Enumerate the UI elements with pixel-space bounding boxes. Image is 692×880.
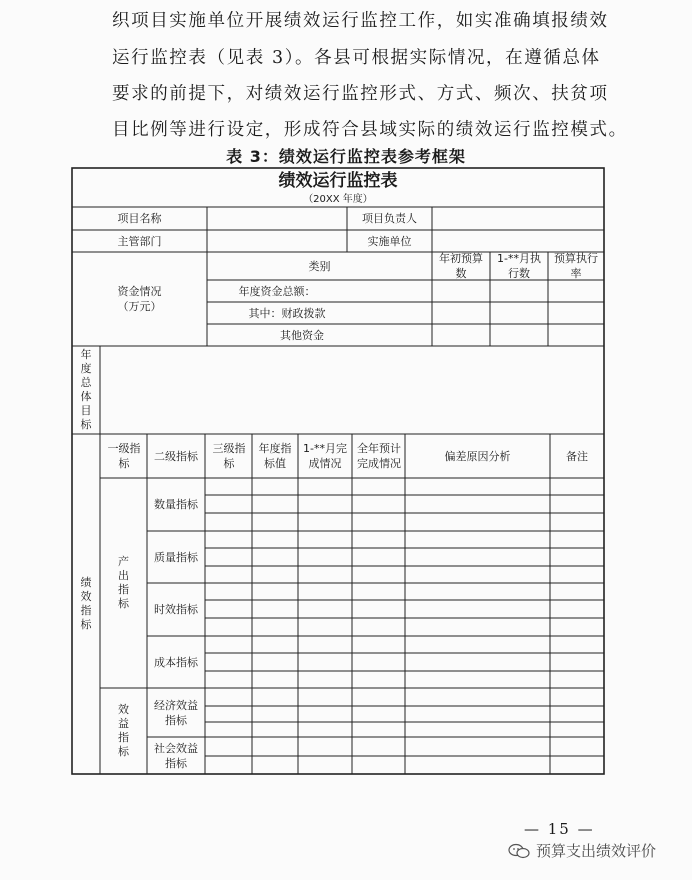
output-char: 指 [118,583,129,596]
total-funds-label: 年度资金总额： [238,284,316,298]
annual-goal-label [72,346,100,434]
perf-index-char: 指 [80,604,92,617]
body-line-2: 运行监控表（见表 3）。各县可根据实际情况，在遵循总体 [112,48,601,68]
output-char: 产 [118,555,129,568]
perf-index-char: 绩 [80,576,92,589]
impl-unit-label: 实施单位 [367,234,412,248]
level1-header: 一级指标 [107,442,141,470]
perf-index-label [72,434,100,774]
table-title: 表 3：绩效运行监控表参考框架 [226,147,466,166]
other-funds-label: 其他资金 [280,328,324,342]
economic-index: 经济效益指标 [154,698,198,727]
level3-header: 三级指标 [212,442,246,470]
output-char: 出 [118,569,129,582]
exec-num-header: 1-**月执行数 [497,252,541,280]
benefit-char: 效 [118,703,129,716]
funds-unit-text: （万元） [117,300,162,313]
perf-index-char: 标 [80,618,92,631]
forecast-header: 全年预计完成情况 [357,442,401,470]
page-number: — 15 — [524,820,595,838]
project-leader-label: 项目负责人 [362,212,417,225]
funds-label-text: 资金情况 [117,285,162,298]
output-char: 标 [118,597,129,610]
benefit-char: 指 [118,731,129,744]
timeliness-index: 时效指标 [154,603,198,616]
cost-index: 成本指标 [154,655,198,669]
wechat-icon [508,843,530,859]
completion-header: 1-**月完成情况 [303,442,347,470]
fiscal-label: 其中：财政拨款 [248,306,326,320]
watermark-text: 预算支出绩效评价 [536,842,657,860]
benefit-label [100,688,147,774]
annual-goal-char: 年 [80,348,92,361]
dept-label: 主管部门 [117,234,162,248]
budget-header: 年初预算数 [439,252,483,280]
exec-rate-header: 预算执行率 [554,252,598,280]
project-name-label: 项目名称 [117,212,162,225]
form-year: （20XX 年度） [303,193,373,205]
perf-index-char: 效 [80,590,92,603]
funds-label [72,252,207,346]
annual-goal-char: 标 [80,418,92,431]
index-value-header: 年度指标值 [258,442,292,470]
annual-goal-char: 目 [80,404,92,417]
remarks-header: 备注 [566,449,588,463]
body-line-3: 要求的前提下，对绩效运行监控形式、方式、频次、扶贫项 [112,84,609,104]
annual-goal-char: 总 [80,376,92,389]
output-label [100,478,147,688]
deviation-header: 偏差原因分析 [444,449,511,463]
social-index: 社会效益指标 [154,741,198,770]
body-line-1: 织项目实施单位开展绩效运行监控工作，如实准确填报绩效 [112,11,609,31]
benefit-char: 标 [118,745,129,758]
category-header: 类别 [308,259,331,273]
quality-index: 质量指标 [154,550,198,564]
form-title: 绩效运行监控表 [278,170,398,191]
level2-header: 二级指标 [154,449,198,463]
quantity-index: 数量指标 [154,498,198,511]
annual-goal-char: 体 [80,390,92,403]
watermark [508,840,656,861]
annual-goal-char: 度 [80,362,92,375]
body-line-4: 目比例等进行设定，形成符合县域实际的绩效运行监控模式。 [112,120,628,140]
benefit-char: 益 [118,717,129,730]
